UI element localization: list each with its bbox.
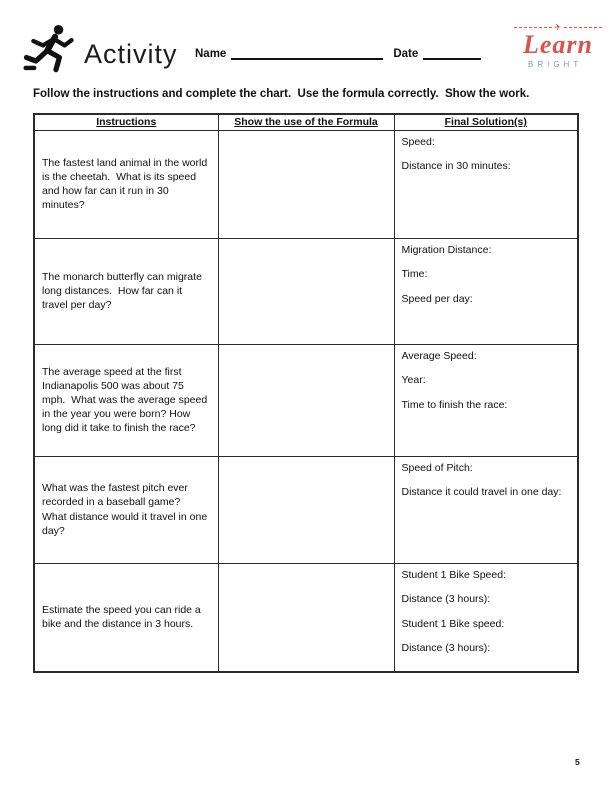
logo-wordmark: Learn (523, 30, 593, 59)
logo-subtext: BRIGHT (528, 60, 583, 69)
solution-cell[interactable] (394, 456, 578, 563)
name-blank-line[interactable] (231, 46, 383, 60)
instruction-cell: The average speed at the first Indianapolis 500 was about 75 mph. What was the average speed in the year you were born? How long did it take to finish the race? (34, 344, 218, 456)
worksheet-instructions: Follow the instructions and complete the chart. Use the formula correctly. Show the work. (33, 88, 530, 100)
solution-label: Student 1 Bike Speed: (401, 568, 506, 581)
table-row (34, 130, 578, 238)
header-left (20, 22, 178, 79)
solution-cell[interactable] (394, 344, 578, 456)
solution-label: Time: (401, 268, 428, 281)
solution-cell[interactable] (394, 238, 578, 344)
instruction-cell: What was the fastest pitch ever recorded in a baseball game? What distance would it travel in one day? (34, 456, 218, 563)
page-number: 5 (575, 757, 580, 767)
table-row (34, 563, 578, 672)
date-blank-line[interactable] (423, 46, 481, 60)
running-person-icon (20, 22, 78, 79)
column-header-final-solutions: Final Solution(s) (394, 114, 578, 130)
solution-label: Distance in 30 minutes: (401, 160, 511, 173)
solution-label: Speed per day: (401, 292, 473, 305)
formula-work-cell[interactable] (218, 130, 394, 238)
table-row (34, 238, 578, 344)
column-header-instructions: Instructions (34, 114, 218, 130)
solution-label: Distance (3 hours): (401, 642, 491, 655)
table-row (34, 344, 578, 456)
instruction-cell: The fastest land animal in the world is the cheetah. What is its speed and how far can it run in 30 minutes? (34, 130, 218, 238)
name-date-row (195, 46, 481, 60)
page-title: Activity (84, 39, 178, 69)
solution-label: Time to finish the race: (401, 398, 508, 411)
solution-label: Year: (401, 374, 426, 387)
table-header-row (34, 114, 578, 130)
instruction-cell: Estimate the speed you can ride a bike and the distance in 3 hours. (34, 563, 218, 672)
paper-plane-icon: ✈ (553, 20, 563, 33)
solution-label: Average Speed: (401, 349, 477, 362)
formula-work-cell[interactable] (218, 344, 394, 456)
plane-trail-dash-right (564, 27, 602, 28)
solution-label: Migration Distance: (401, 243, 492, 256)
solution-label: Student 1 Bike speed: (401, 617, 505, 630)
name-label: Name (195, 48, 227, 60)
formula-work-cell[interactable] (218, 563, 394, 672)
plane-trail-dash-left (514, 27, 552, 28)
formula-work-cell[interactable] (218, 456, 394, 563)
solution-cell[interactable] (394, 130, 578, 238)
column-header-formula: Show the use of the Formula (218, 114, 394, 130)
date-label: Date (393, 48, 419, 60)
solution-label: Distance it could travel in one day: (401, 486, 562, 499)
solution-cell[interactable] (394, 563, 578, 672)
table-row (34, 456, 578, 563)
learn-bright-logo (514, 22, 602, 69)
formula-work-cell[interactable] (218, 238, 394, 344)
solution-label: Distance (3 hours): (401, 593, 491, 606)
activity-chart-table (33, 113, 579, 673)
solution-label: Speed: (401, 135, 435, 148)
solution-label: Speed of Pitch: (401, 461, 473, 474)
instruction-cell: The monarch butterfly can migrate long distances. How far can it travel per day? (34, 238, 218, 344)
